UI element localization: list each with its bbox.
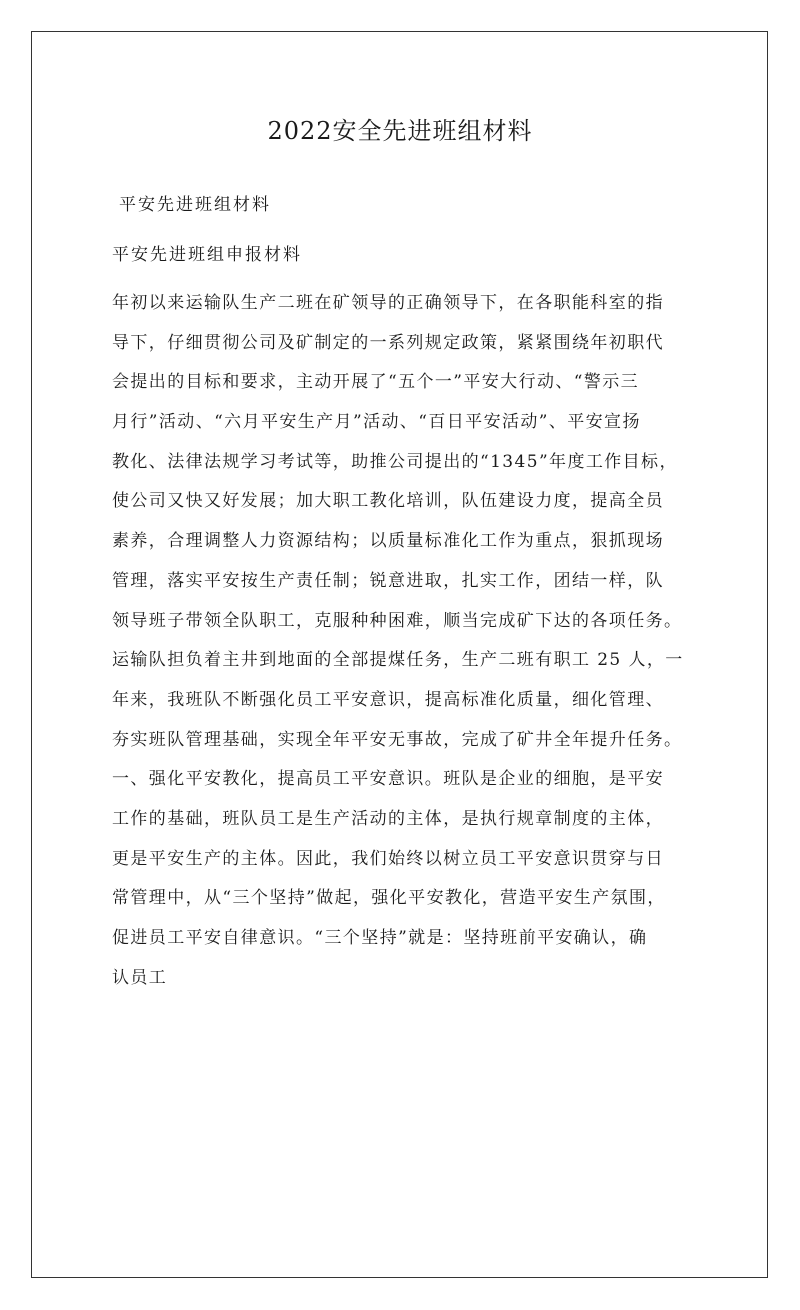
body-line: 管理，落实平安按生产责任制；锐意进取，扎实工作，团结一样，队 bbox=[112, 570, 664, 591]
body-line: 运输队担负着主井到地面的全部提煤任务，生产二班有职工 25 人，一 bbox=[112, 650, 684, 671]
document-heading: 平安先进班组申报材料 bbox=[112, 245, 302, 265]
body-line: 常管理中，从“三个坚持”做起，强化平安教化，营造平安生产氛围， bbox=[112, 888, 666, 909]
body-line: 月行”活动、“六月平安生产月”活动、“百日平安活动”、平安宣扬 bbox=[112, 412, 641, 433]
body-line: 夯实班队管理基础，实现全年平安无事故，完成了矿井全年提升任务。 bbox=[112, 729, 683, 750]
body-line: 年初以来运输队生产二班在矿领导的正确领导下，在各职能科室的指 bbox=[112, 293, 664, 313]
document-body bbox=[112, 291, 712, 1005]
body-line: 教化、法律法规学习考试等，助推公司提出的“1345”年度工作目标， bbox=[112, 451, 678, 472]
body-line: 领导班子带领全队职工，克服种种困难，顺当完成矿下达的各项任务。 bbox=[112, 610, 683, 631]
document-title: 2022安全先进班组材料 bbox=[267, 117, 533, 145]
body-line: 年来，我班队不断强化员工平安意识，提高标准化质量，细化管理、 bbox=[112, 689, 664, 710]
body-line: 工作的基础，班队员工是生产活动的主体，是执行规章制度的主体， bbox=[112, 808, 664, 829]
body-line: 一、强化平安教化，提高员工平安意识。班队是企业的细胞，是平安 bbox=[112, 769, 664, 790]
body-line: 素养，合理调整人力资源结构；以质量标准化工作为重点，狠抓现场 bbox=[112, 531, 664, 552]
document-subtitle: 平安先进班组材料 bbox=[119, 195, 271, 215]
body-line: 使公司又快又好发展；加大职工教化培训，队伍建设力度，提高全员 bbox=[112, 491, 664, 512]
body-line: 会提出的目标和要求，主动开展了“五个一”平安大行动、“警示三 bbox=[112, 372, 640, 393]
body-line: 导下，仔细贯彻公司及矿制定的一系列规定政策，紧紧围绕年初职代 bbox=[112, 332, 664, 353]
body-line: 促进员工平安自律意识。“三个坚持”就是：坚持班前平安确认，确 bbox=[112, 928, 648, 948]
body-line: 认员工 bbox=[112, 967, 168, 988]
body-line: 更是平安生产的主体。因此，我们始终以树立员工平安意识贯穿与日 bbox=[112, 848, 664, 869]
